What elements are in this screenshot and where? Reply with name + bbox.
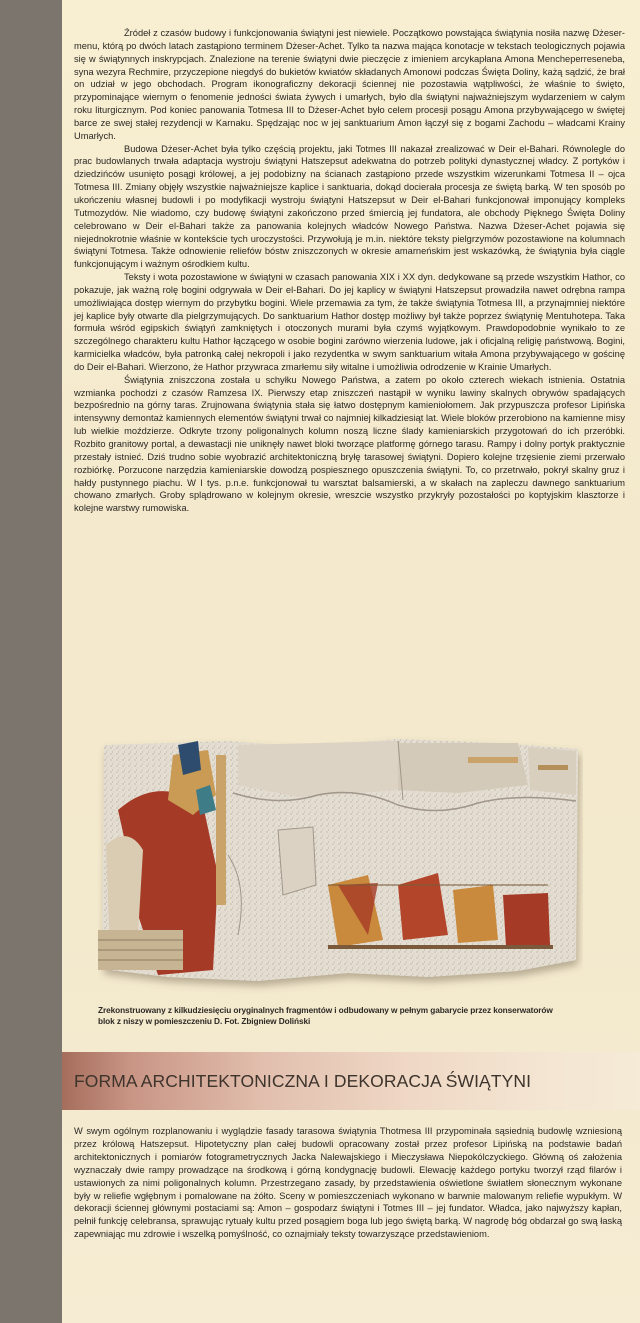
article-paragraph-4: Świątynia zniszczona została u schyłku Nowego Państwa, a zatem po około czterech wiekach istnienia. Ostatnia wzmianka pochodzi z czasów Ramzesa IX. Pierwszy etap zniszczeń nastąpił w wyniku lawiny skalnych obrywów spadających bezpośrednio na górny taras. Zrujnowana świątynia stała się łatwo dostępnym kamieniołomem. Jak przypuszcza profesor Lipińska intensywny demontaż kamiennych elementów świątyni trwał co najmniej kilkadziesiąt lat. Wiele bloków przerobiono na kamienne misy lub wielkie moździerze. Odkryte trzony poligonalnych kolumn noszą liczne ślady kamieniarskich przygotowań do ich przeróbki. Rozbito granitowy portal, a dewastacji nie uniknęły nawet bloki tworzące platformę górnego tarasu. Rampy i dolny portyk praktycznie przestały istnieć. Dziś trudno sobie wyobrazić architektoniczną bryłę tarasowej świątyni. Dopiero kolejne trzęsienie ziemi przerwało rozbiórkę. Porzucone narzędzia kamieniarskie dowodzą pospiesznego opuszczenia świątyni. To, co przetrwało, pokrył skalny gruz i hałdy pustynnego piachu. W I tys. p.n.e. funkcjonował tu warsztat balsamierski, a w skałach na zapleczu dawnego sanktuarium chowano zmarłych. Groby splądrowano w kolejnym okresie, wreszcie wszystko przykryły pozostałości po koptyjskim klasztorze i kolejne warstwy rumowiska. (74, 374, 625, 514)
figure-caption (98, 1005, 598, 1026)
article-paragraph-1: Źródeł z czasów budowy i funkcjonowania świątyni jest niewiele. Początkowo powstająca świątynia nosiła nazwę Dżeser-menu, którą po dwóch latach zastąpiono terminem Dżeser-Achet. Tylko ta nazwa mająca konotacje w tekstach teologicznych pojawia się w świątynnych inskrypcjach. Znalezione na terenie świątyni dwie pieczęcie z imieniem arcykapłana Amona Mencheperreseneba, syna wezyra Rechmire, przyczepione niegdyś do bukietów kwiatów składanych Amonowi podczas Święta Doliny, każą sądzić, że brał on udział w jego obchodach. Program ikonograficzny dekoracji ściennej nie pozostawia wątpliwości, że właśnie to święto, przypominające wiernym o fenomenie jedności świata żywych i umarłych, było dla świątyni najważniejszym wydarzeniem w całym roku liturgicznym. Pod koniec panowania Totmesa III to Dżeser-Achet było celem procesji posągu Amona przybywającego w świętej barce ze swej stałej rezydencji w Karnaku. Spędzając noc w jej sanktuarium Amon łączył się z bogami Zachodu – władcami Krainy Umarłych. (74, 28, 625, 141)
article-paragraph-2: Budowa Dżeser-Achet była tylko częścią projektu, jaki Totmes III nakazał zrealizować w Deir el-Bahari. Równolegle do prac budowlanych trwała adaptacja wystroju świątyni Hatszepsut adekwatna do potrzeb polityki dynastycznej władcy. Z portyków i dziedzińców usunięto posągi królowej, a jej podobizny na ścianach zastąpiono przede wszystkim wizerunkami Totmesa II – ojca Totmesa III. Zmiany objęły wszystkie najważniejsze kaplice i sanktuaria, dokąd docierała procesja ze świętą barką. W ten sposób po ukończeniu własnej budowli i po modyfikacji wystroju świątyni Hatszepsut w Deir el-Bahari funkcjonował imponujący kompleks Tutmozydów. Nie wiadomo, czy budowę świątyni zakończono przed śmiercią jej fundatora, ale obchody Pięknego Święta Doliny celebrowano w Deir el-Bahari także za panowania kolejnych władców Nowego Państwa. Nazwa Dżeser-Achet pojawia się niejednokrotnie właśnie w kontekście tych uroczystości. Przywołują je m.in. niektóre teksty pielgrzymów pozostawione na kolumnach świątyni Totmesa. Także odnowienie reliefów bóstw zniszczonych w okresie amarneńskim jest wskazówką, że świątynia była ciągle funkcjonującym i ważnym ośrodkiem kultu. (74, 143, 625, 270)
section-body (74, 1125, 622, 1241)
relief-photograph (98, 735, 583, 997)
article-paragraph-3: Teksty i wota pozostawione w świątyni w czasach panowania XIX i XX dyn. dedykowane są przede wszystkim Hathor, co pokazuje, jak ważną rolę bogini odgrywała w Deir el-Bahari. Do jej kaplicy w świątyni Hatszepsut prowadziła nawet odrębna rampa umożliwiająca dostęp wiernym do przybytku bogini. Wiele przemawia za tym, że także świątynia Totmesa III, a przynajmniej niektóre jej kaplice były otwarte dla pielgrzymujących. Do sanktuarium Hathor dostęp możliwy był także poprzez świątynię Mentuhotepa. Taka formuła wśród egipskich świątyń zamkniętych i otoczonych murami była czymś wyjątkowym. Prawdopodobnie wynikało to ze szczególnego charakteru kultu Hathor łączącego w osobie bogini zarówno wierzenia ludowe, jak i oficjalną religię państwową. Bogini, karmicielka władców, była patronką całej nekropoli i jako rezydentka w swym sanktuarium witała Amona przybywającego w gościnę do Deir el-Bahari. Wierzono, że Hathor przywraca zmarłemu siły witalne i umożliwia odrodzenie w Krainie Umarłych. (74, 272, 625, 372)
section-title: FORMA ARCHITEKTONICZNA I DEKORACJA ŚWIĄTYNI (74, 1071, 532, 1091)
caption-line-2: blok z niszy w pomieszczeniu D. Fot. Zbigniew Doliński (98, 1015, 311, 1026)
article-body (74, 27, 625, 515)
caption-line-1: Zrekonstruowany z kilkudziesięciu oryginalnych fragmentów i odbudowany w pełnym gabarycie przez konserwatorów (98, 1005, 553, 1015)
section-paragraph: W swym ogólnym rozplanowaniu i wyglądzie fasady tarasowa świątynia Thotmesa III przypominała sąsiednią budowlę wzniesioną przez królową Hatszepsut. Hipotetyczny plan całej budowli opracowany został przez profesor Lipińską na podstawie badań architektonicznych i pomiarów fotogrametrycznych Jacka Nalewajskiego i Mieczysława Niepokólczyckiego. Główną oś założenia wyznaczały dwie rampy prowadzące na środkową i górną kondygnację budowli. Elewację każdego portyku tworzył rząd filarów i ustawionych za nimi poligonalnych kolumn. Przestrzegano zasady, by przedstawienia oświetlone światłem słonecznym wykonane były w reliefie wgłębnym i pomalowane na żółto. Sceny w pomieszczeniach wykonano w barwnie malowanym reliefie wypukłym. W dekoracji ściennej głównymi postaciami są: Amon – gospodarz świątyni i Totmes III – jej fundator. Władca, jako najwyższy kapłan, pełnił funkcję celebransa, sprawując rytuały kultu przed posągiem boga lub jego świętą barką. W nagrodę bóg obdarzał go swą łaską zapewniając mu zdrowie i wszelką pomyślność, co oznajmiały teksty towarzyszące przedstawieniom. (74, 1126, 622, 1240)
left-margin-band (0, 0, 62, 1323)
